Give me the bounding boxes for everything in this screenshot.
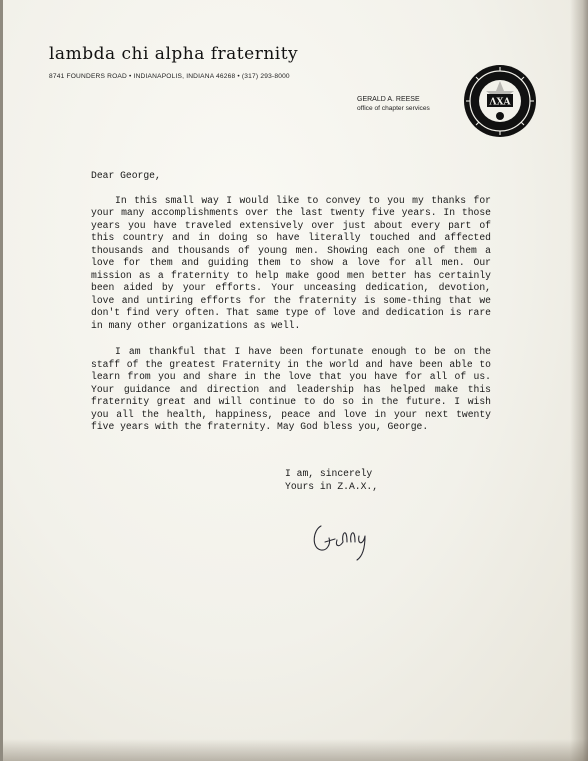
paragraph-1: In this small way I would like to convey to you my thanks for your many accomplishments over the last twenty five years. In those years you have traveled extensively over just about every part of this country and in doing so have literally touched and affected thousands and thousands of young men. Showing each one of them a love for them and guiding them to show a love for all men. Our mission as a fraternity to help make good men better has certainly been aided by your efforts. Your unceasing dedication, devotion, love and untiring efforts for the fraternity is some-thing that we don't find very often. That same type of love and dedication is rare in many other organizations as well.	[91, 194, 491, 331]
page-edge-shadow	[570, 0, 588, 761]
closing-line-1: I am, sincerely	[285, 468, 373, 479]
page-bottom-shadow	[3, 739, 588, 761]
fraternity-seal-icon	[463, 64, 537, 138]
sender-office: office of chapter services	[357, 105, 430, 112]
seal-letters: ΛΧΑ	[489, 97, 511, 108]
sender-name: GERALD A. REESE	[357, 96, 420, 103]
closing	[285, 467, 378, 493]
letterhead-address: 8741 FOUNDERS ROAD • INDIANAPOLIS, INDIANA 46268 • (317) 293-8000	[49, 73, 290, 80]
handwritten-signature	[307, 506, 387, 566]
salutation: Dear George,	[91, 170, 161, 181]
letter-body	[91, 170, 491, 448]
paragraph-2: I am thankful that I have been fortunate enough to be on the staff of the greatest Fraternity in the world and have been able to learn from you and share in the love that you have for all of us. Your guidance and direction and leadership has helped make this fraternity great and will continue to do so in the future. I wish you all the health, happiness, peace and love in your next twenty five years with the fraternity. May God bless you, George.	[91, 346, 491, 432]
letterhead-title: lambda chi alpha fraternity	[49, 44, 299, 64]
closing-line-2: Yours in Z.A.X.,	[285, 481, 379, 492]
